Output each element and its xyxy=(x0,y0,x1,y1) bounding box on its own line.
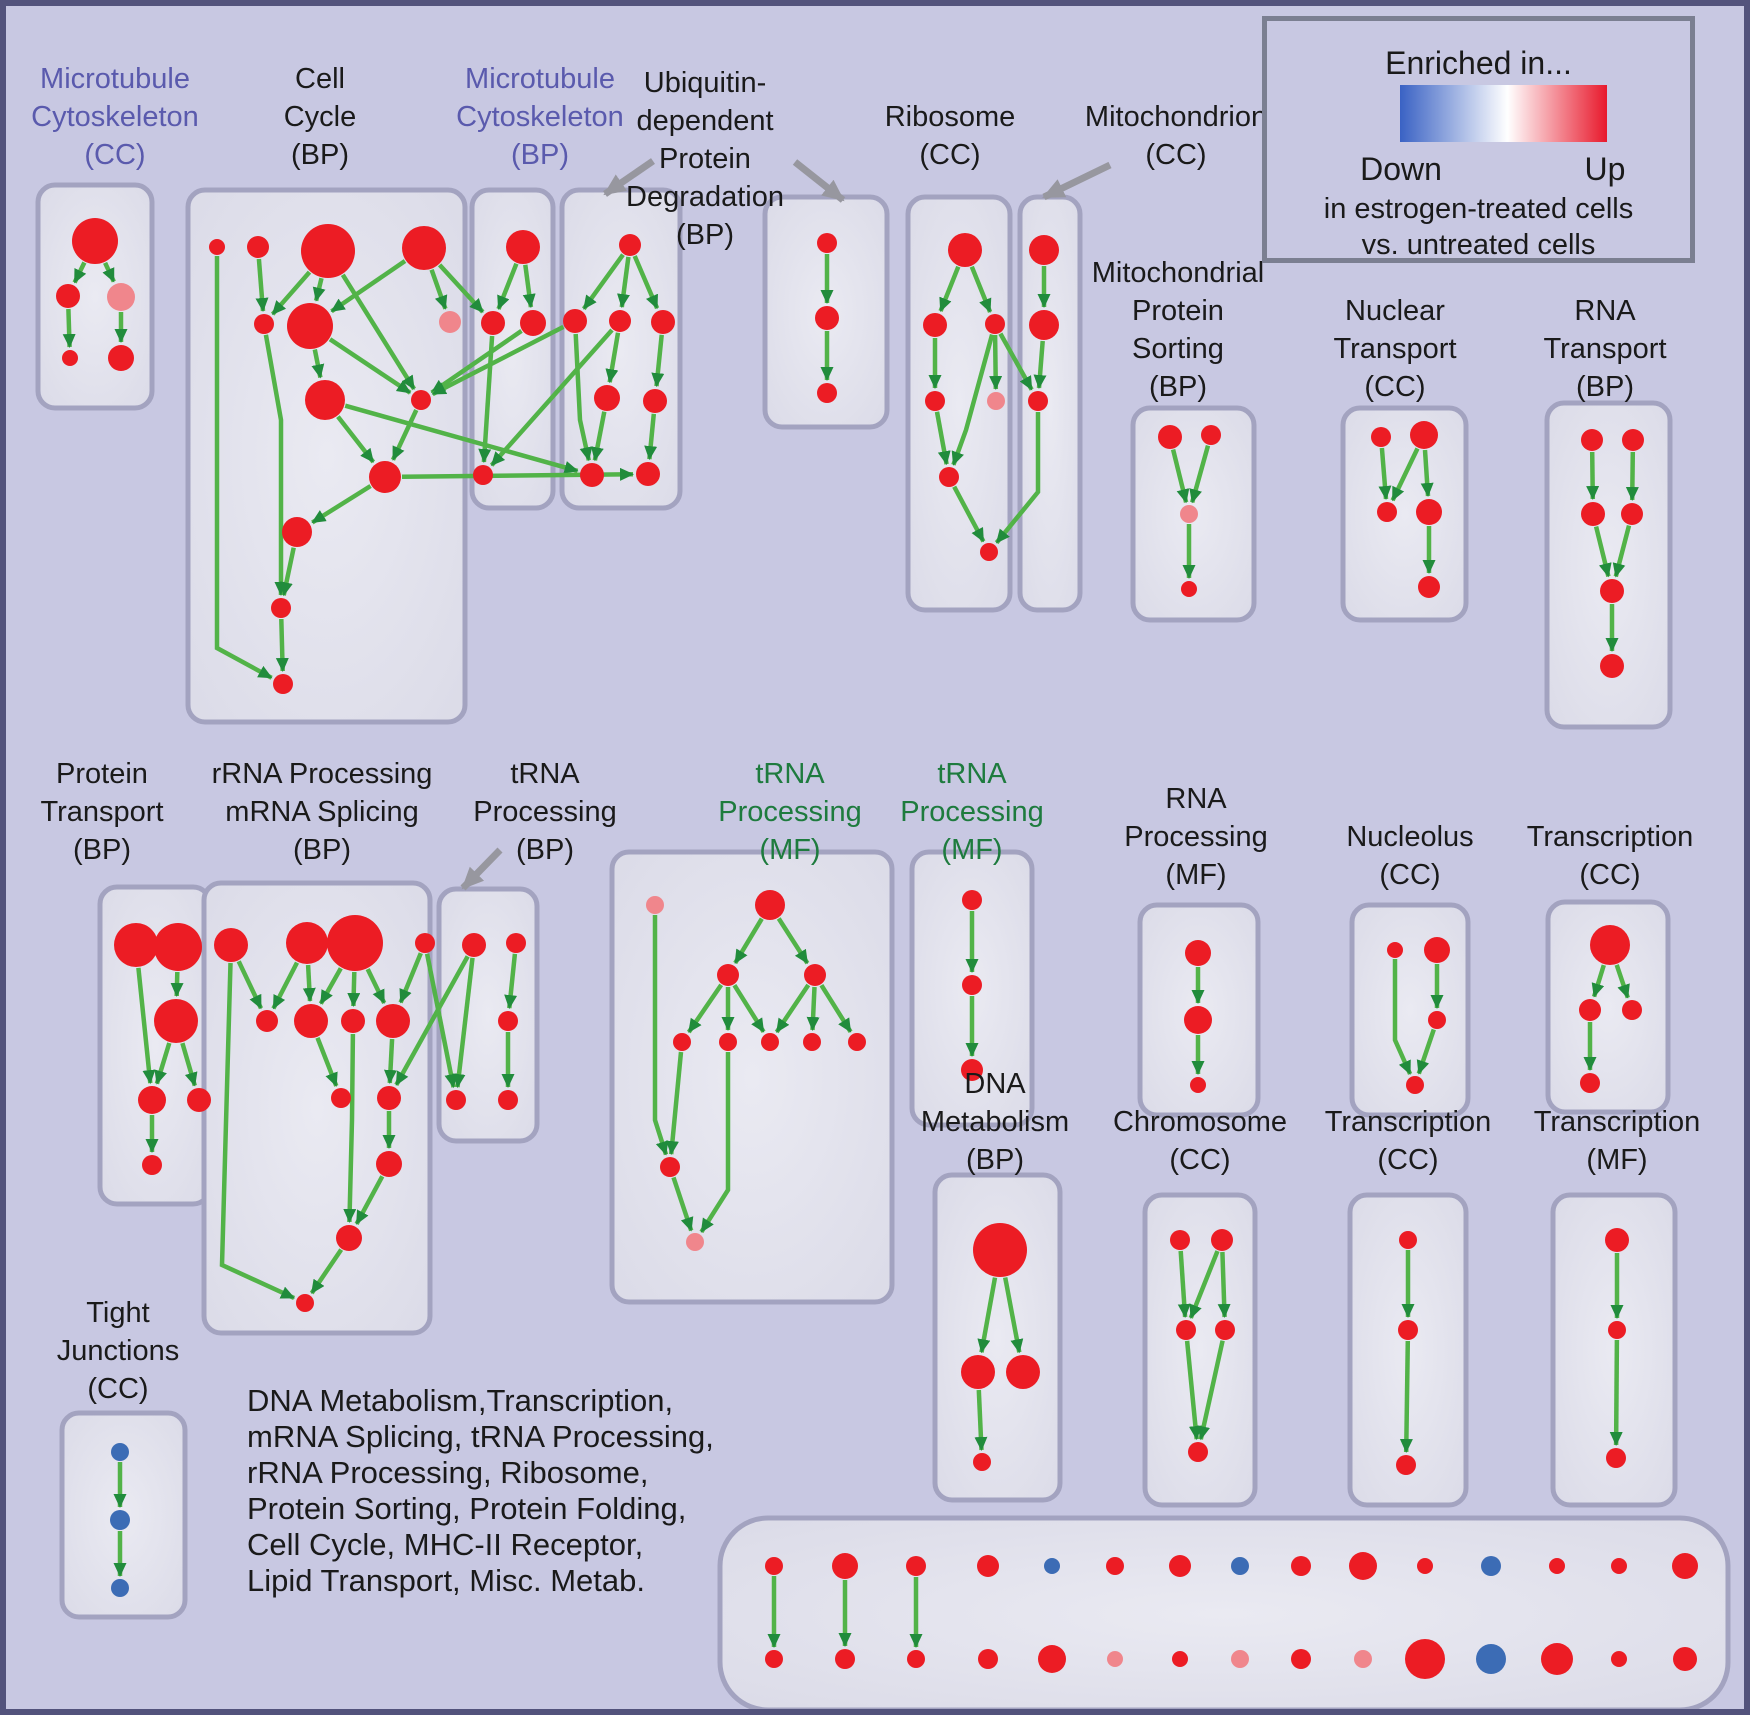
cluster-label-mt-cc: Cytoskeleton xyxy=(31,101,199,133)
go-term-node-h1 xyxy=(462,933,486,957)
go-term-node-b9 xyxy=(1291,1556,1311,1576)
go-term-node-q2 xyxy=(1622,429,1644,451)
legend-subtitle-1: in estrogen-treated cells xyxy=(1323,193,1634,225)
cluster-label-mt-bp: Microtubule xyxy=(465,63,615,95)
annotation-line: Lipid Transport, Misc. Metab. xyxy=(247,1563,645,1598)
go-term-node-B5 xyxy=(1038,1645,1066,1673)
cluster-label-rna-processing: Processing xyxy=(1124,821,1268,853)
cluster-label-transcription-cc-a: (CC) xyxy=(1579,859,1641,891)
go-term-node-f3 xyxy=(1606,1448,1626,1468)
cluster-label-protein-transport: Protein xyxy=(56,758,148,790)
go-term-node-v1 xyxy=(817,233,837,253)
cluster-label-ubiquitin: Protein xyxy=(659,143,751,175)
go-term-node-w3 xyxy=(1028,391,1048,411)
go-term-node-p3 xyxy=(154,999,198,1043)
cluster-label-dna-metabolism: DNA xyxy=(964,1068,1026,1100)
go-term-node-n5 xyxy=(254,314,274,334)
go-term-node-q6 xyxy=(1600,654,1624,678)
box-rna-transport xyxy=(1547,403,1670,727)
go-term-node-t3 xyxy=(1377,502,1397,522)
go-term-node-B1 xyxy=(765,1650,783,1668)
legend-subtitle-2: vs. untreated cells xyxy=(1361,229,1596,261)
go-term-node-p5 xyxy=(187,1088,211,1112)
go-term-node-b5 xyxy=(1044,1558,1060,1574)
cluster-label-mt-bp: (BP) xyxy=(511,139,569,171)
go-term-node-s4 xyxy=(1181,581,1197,597)
cluster-label-mito-sort: Mitochondrial xyxy=(1091,257,1265,289)
go-term-node-m1 xyxy=(506,230,540,264)
go-term-node-x1 xyxy=(1185,940,1211,966)
go-term-node-b15 xyxy=(1672,1553,1698,1579)
go-term-node-b3 xyxy=(906,1556,926,1576)
label-pointer-arrow xyxy=(1044,165,1110,197)
go-term-node-b12 xyxy=(1481,1556,1501,1576)
cluster-label-tight-junctions: Junctions xyxy=(56,1335,180,1367)
annotation-line: rRNA Processing, Ribosome, xyxy=(247,1455,649,1490)
go-term-node-y1 xyxy=(1387,942,1403,958)
go-term-node-n1 xyxy=(209,239,225,255)
cluster-label-rna-processing: (MF) xyxy=(1165,859,1227,891)
go-term-node-w2 xyxy=(1029,310,1059,340)
cluster-label-rna-transport: (BP) xyxy=(1576,371,1634,403)
cluster-label-transcription-mf: Transcription xyxy=(1533,1106,1701,1138)
cluster-label-trna-bp: (BP) xyxy=(516,834,574,866)
label-pointer-arrow xyxy=(463,850,500,888)
cluster-label-tight-junctions: (CC) xyxy=(87,1373,149,1405)
go-term-node-u5 xyxy=(594,385,620,411)
go-term-node-t1 xyxy=(1371,427,1391,447)
cluster-label-dna-metabolism: (BP) xyxy=(966,1144,1024,1176)
go-term-node-g5 xyxy=(256,1010,278,1032)
go-term-node-r4 xyxy=(925,391,945,411)
annotation-line: Protein Sorting, Protein Folding, xyxy=(247,1491,687,1526)
go-term-node-g6 xyxy=(294,1004,328,1038)
go-term-node-a5 xyxy=(108,345,134,371)
legend-down-label: Down xyxy=(1360,151,1442,187)
go-term-node-u6 xyxy=(643,389,667,413)
edge-p2-p3 xyxy=(177,972,178,996)
go-term-node-n2 xyxy=(247,236,269,258)
go-term-node-g9 xyxy=(331,1088,351,1108)
go-term-node-c2 xyxy=(1211,1229,1233,1251)
go-term-node-q4 xyxy=(1621,503,1643,525)
go-term-node-f2 xyxy=(1608,1321,1626,1339)
go-term-node-B11 xyxy=(1405,1639,1445,1679)
go-term-node-e2 xyxy=(1398,1320,1418,1340)
go-term-node-B8 xyxy=(1231,1650,1249,1668)
go-term-node-B12 xyxy=(1476,1644,1506,1674)
cluster-label-mito-sort: Sorting xyxy=(1132,333,1224,365)
go-term-node-b4 xyxy=(977,1555,999,1577)
go-term-node-b14 xyxy=(1611,1558,1627,1574)
go-term-node-B7 xyxy=(1172,1651,1188,1667)
annotation-line: DNA Metabolism,Transcription, xyxy=(247,1383,674,1418)
go-term-node-n8 xyxy=(305,380,345,420)
go-term-node-s1 xyxy=(1158,425,1182,449)
go-term-node-m4 xyxy=(473,465,493,485)
go-term-node-p6 xyxy=(142,1155,162,1175)
go-term-node-k10 xyxy=(660,1157,680,1177)
go-term-node-B3 xyxy=(907,1650,925,1668)
go-term-node-k3 xyxy=(717,964,739,986)
cluster-label-rna-transport: RNA xyxy=(1574,295,1636,327)
go-term-node-u3 xyxy=(609,310,631,332)
go-term-node-b8 xyxy=(1231,1557,1249,1575)
go-term-node-k5 xyxy=(673,1033,691,1051)
legend-title: Enriched in... xyxy=(1385,45,1572,81)
go-term-node-g13 xyxy=(296,1294,314,1312)
box-nuclear-transport xyxy=(1343,408,1466,620)
cluster-label-ubiquitin: Degradation xyxy=(626,181,784,213)
go-term-node-k8 xyxy=(803,1033,821,1051)
go-term-node-n12 xyxy=(271,598,291,618)
cluster-label-chromosome: Chromosome xyxy=(1112,1106,1288,1138)
go-term-node-q1 xyxy=(1581,429,1603,451)
go-term-node-b2 xyxy=(832,1553,858,1579)
go-term-node-a2 xyxy=(56,284,80,308)
cluster-label-mito-sort: (BP) xyxy=(1149,371,1207,403)
go-term-node-tj3 xyxy=(111,1579,129,1597)
edge-r3-r5 xyxy=(995,335,996,389)
cluster-label-mitochondrion: Mitochondrion xyxy=(1084,101,1268,133)
go-term-node-e1 xyxy=(1399,1231,1417,1249)
go-term-node-v2 xyxy=(815,306,839,330)
cluster-label-protein-transport: (BP) xyxy=(73,834,131,866)
go-term-node-c5 xyxy=(1188,1442,1208,1462)
edge-d2-d4 xyxy=(979,1390,982,1450)
go-term-node-n6 xyxy=(287,303,333,349)
go-term-node-z3 xyxy=(1622,1000,1642,1020)
go-term-node-B9 xyxy=(1291,1649,1311,1669)
go-term-node-tj2 xyxy=(110,1510,130,1530)
go-term-node-d4 xyxy=(973,1453,991,1471)
legend-box xyxy=(1262,16,1695,263)
cluster-label-nucleolus: (CC) xyxy=(1379,859,1441,891)
go-term-node-u2 xyxy=(563,309,587,333)
cluster-label-rrna: mRNA Splicing xyxy=(225,796,419,828)
cluster-label-chromosome: (CC) xyxy=(1169,1144,1231,1176)
cluster-label-mitochondrion: (CC) xyxy=(1145,139,1207,171)
go-term-node-g8 xyxy=(376,1004,410,1038)
go-term-node-j2 xyxy=(962,975,982,995)
go-term-node-a4 xyxy=(62,350,78,366)
go-term-node-t2 xyxy=(1410,421,1438,449)
cluster-label-rna-transport: Transport xyxy=(1543,333,1667,365)
cluster-label-mt-cc: Microtubule xyxy=(40,63,190,95)
cluster-label-trna-bp: Processing xyxy=(473,796,617,828)
go-term-node-B10 xyxy=(1354,1650,1372,1668)
go-term-node-x2 xyxy=(1184,1006,1212,1034)
cluster-label-protein-transport: Transport xyxy=(40,796,164,828)
go-term-node-u1 xyxy=(619,234,641,256)
cluster-label-tight-junctions: Tight xyxy=(86,1297,150,1329)
go-term-node-s3 xyxy=(1180,505,1198,523)
go-term-node-e3 xyxy=(1396,1455,1416,1475)
go-term-node-a3 xyxy=(107,283,135,311)
go-term-node-B6 xyxy=(1107,1651,1123,1667)
cluster-label-trna-mf-1: (MF) xyxy=(759,834,821,866)
cluster-label-cell-cycle: Cycle xyxy=(283,101,357,133)
edge-g2-g6 xyxy=(308,965,310,1001)
cluster-label-transcription-cc-a: Transcription xyxy=(1526,821,1694,853)
edge-e2-e3 xyxy=(1406,1341,1408,1452)
go-term-node-b7 xyxy=(1169,1555,1191,1577)
go-term-node-z1 xyxy=(1590,925,1630,965)
go-term-node-g11 xyxy=(376,1151,402,1177)
cluster-label-transcription-mf: (MF) xyxy=(1586,1144,1648,1176)
go-term-node-b13 xyxy=(1549,1558,1565,1574)
go-term-node-p1 xyxy=(114,923,158,967)
go-term-node-b6 xyxy=(1106,1557,1124,1575)
go-term-node-p2 xyxy=(154,923,202,971)
go-term-node-r5 xyxy=(987,392,1005,410)
go-term-node-m3 xyxy=(520,310,546,336)
cluster-label-mt-bp: Cytoskeleton xyxy=(456,101,624,133)
go-term-node-z4 xyxy=(1580,1073,1600,1093)
edge-g8-g10 xyxy=(390,1039,392,1083)
edge-t2-t4 xyxy=(1425,450,1428,496)
cluster-label-ribosome: Ribosome xyxy=(884,101,1016,133)
go-term-node-g1 xyxy=(214,928,248,962)
cluster-label-transcription-cc-b: Transcription xyxy=(1324,1106,1492,1138)
go-term-node-u4 xyxy=(651,310,675,334)
go-term-node-d1 xyxy=(973,1223,1027,1277)
go-term-node-q5 xyxy=(1600,579,1624,603)
go-term-node-y3 xyxy=(1428,1011,1446,1029)
go-term-node-k11 xyxy=(686,1233,704,1251)
edge-f2-f3 xyxy=(1616,1340,1617,1445)
legend-up-label: Up xyxy=(1584,151,1626,187)
cluster-label-trna-mf-2: tRNA xyxy=(937,758,1007,790)
cluster-label-cell-cycle: Cell xyxy=(295,63,345,95)
go-term-node-j1 xyxy=(962,890,982,910)
go-term-node-u7 xyxy=(580,463,604,487)
cluster-label-cell-cycle: (BP) xyxy=(291,139,349,171)
go-term-node-n10 xyxy=(369,461,401,493)
cluster-label-nucleolus: Nucleolus xyxy=(1346,821,1474,853)
go-term-node-y2 xyxy=(1424,937,1450,963)
cluster-label-nuclear-transport: (CC) xyxy=(1364,371,1426,403)
edge-a2-a4 xyxy=(68,309,69,347)
go-term-node-b1 xyxy=(765,1557,783,1575)
go-term-node-g4 xyxy=(415,933,435,953)
go-term-node-k7 xyxy=(761,1033,779,1051)
go-term-node-b11 xyxy=(1417,1558,1433,1574)
edge-n12-n13 xyxy=(281,619,282,671)
go-term-node-f1 xyxy=(1605,1228,1629,1252)
go-term-node-B13 xyxy=(1541,1643,1573,1675)
go-term-node-z2 xyxy=(1579,999,1601,1021)
go-term-node-g7 xyxy=(341,1009,365,1033)
go-term-node-r6 xyxy=(939,467,959,487)
cluster-label-trna-bp: tRNA xyxy=(510,758,580,790)
cluster-label-rrna: (BP) xyxy=(293,834,351,866)
edge-q1-q3 xyxy=(1592,452,1593,499)
go-term-node-c1 xyxy=(1170,1230,1190,1250)
go-term-node-h5 xyxy=(498,1090,518,1110)
cluster-label-mt-cc: (CC) xyxy=(84,139,146,171)
go-term-node-B2 xyxy=(835,1649,855,1669)
cluster-label-ribosome: (CC) xyxy=(919,139,981,171)
cluster-label-transcription-cc-b: (CC) xyxy=(1377,1144,1439,1176)
go-term-node-tj1 xyxy=(111,1443,129,1461)
go-term-node-s2 xyxy=(1201,425,1221,445)
go-term-node-x3 xyxy=(1190,1077,1206,1093)
cluster-label-trna-mf-2: Processing xyxy=(900,796,1044,828)
go-term-node-p4 xyxy=(138,1086,166,1114)
go-term-node-g3 xyxy=(327,915,383,971)
go-term-node-r3 xyxy=(985,314,1005,334)
go-term-node-g2 xyxy=(286,922,328,964)
cluster-label-dna-metabolism: Metabolism xyxy=(920,1106,1070,1138)
go-term-node-m2 xyxy=(481,311,505,335)
go-term-node-g10 xyxy=(377,1086,401,1110)
go-term-node-y4 xyxy=(1406,1076,1424,1094)
cluster-label-nuclear-transport: Nuclear xyxy=(1345,295,1445,327)
annotation-line: mRNA Splicing, tRNA Processing, xyxy=(247,1419,714,1454)
annotation-line: Cell Cycle, MHC-II Receptor, xyxy=(247,1527,644,1562)
go-term-node-u8 xyxy=(636,462,660,486)
go-term-node-k2 xyxy=(755,890,785,920)
go-term-node-g12 xyxy=(336,1225,362,1251)
go-term-node-r7 xyxy=(980,543,998,561)
edge-q2-q4 xyxy=(1632,452,1633,500)
go-term-node-v3 xyxy=(817,383,837,403)
edge-g3-g7 xyxy=(353,972,354,1006)
go-term-node-q3 xyxy=(1581,502,1605,526)
go-term-node-n3 xyxy=(301,224,355,278)
go-term-node-d3 xyxy=(1006,1355,1040,1389)
legend-gradient-bar xyxy=(1400,85,1607,142)
go-term-node-r2 xyxy=(923,313,947,337)
go-term-node-t5 xyxy=(1418,576,1440,598)
go-term-node-n7 xyxy=(439,311,461,333)
cluster-label-nuclear-transport: Transport xyxy=(1333,333,1457,365)
go-term-node-B15 xyxy=(1673,1647,1697,1671)
go-term-node-t4 xyxy=(1416,499,1442,525)
go-term-node-k9 xyxy=(848,1033,866,1051)
edge-c2-c4 xyxy=(1222,1252,1224,1317)
go-term-node-k6 xyxy=(719,1033,737,1051)
go-term-node-c4 xyxy=(1215,1320,1235,1340)
box-misc xyxy=(720,1518,1728,1710)
go-term-node-d2 xyxy=(961,1355,995,1389)
cluster-label-trna-mf-2: (MF) xyxy=(941,834,1003,866)
edge-k4-k8 xyxy=(813,987,815,1030)
go-term-node-k4 xyxy=(804,964,826,986)
cluster-label-ubiquitin: (BP) xyxy=(676,219,734,251)
go-term-node-B4 xyxy=(978,1649,998,1669)
cluster-label-trna-mf-1: Processing xyxy=(718,796,862,828)
go-term-node-c3 xyxy=(1176,1320,1196,1340)
go-term-node-h4 xyxy=(446,1090,466,1110)
go-term-node-r1 xyxy=(948,233,982,267)
misc-clusters-annotation xyxy=(247,1383,714,1599)
cluster-label-rna-processing: RNA xyxy=(1165,783,1227,815)
go-term-node-w1 xyxy=(1029,235,1059,265)
go-term-node-n9 xyxy=(411,390,431,410)
go-term-node-b10 xyxy=(1349,1552,1377,1580)
cluster-label-ubiquitin: dependent xyxy=(636,105,774,137)
go-term-node-n11 xyxy=(282,517,312,547)
cluster-label-ubiquitin: Ubiquitin- xyxy=(643,67,767,99)
cluster-label-rrna: rRNA Processing xyxy=(211,758,433,790)
cluster-label-trna-mf-1: tRNA xyxy=(755,758,825,790)
label-pointer-arrow xyxy=(795,162,843,200)
cluster-label-mito-sort: Protein xyxy=(1132,295,1224,327)
go-term-node-h3 xyxy=(498,1011,518,1031)
go-term-node-h2 xyxy=(506,933,526,953)
go-term-node-k1 xyxy=(646,896,664,914)
go-term-node-n13 xyxy=(273,674,293,694)
go-term-node-a1 xyxy=(72,218,118,264)
go-term-node-n4 xyxy=(402,226,446,270)
go-term-node-B14 xyxy=(1611,1651,1627,1667)
